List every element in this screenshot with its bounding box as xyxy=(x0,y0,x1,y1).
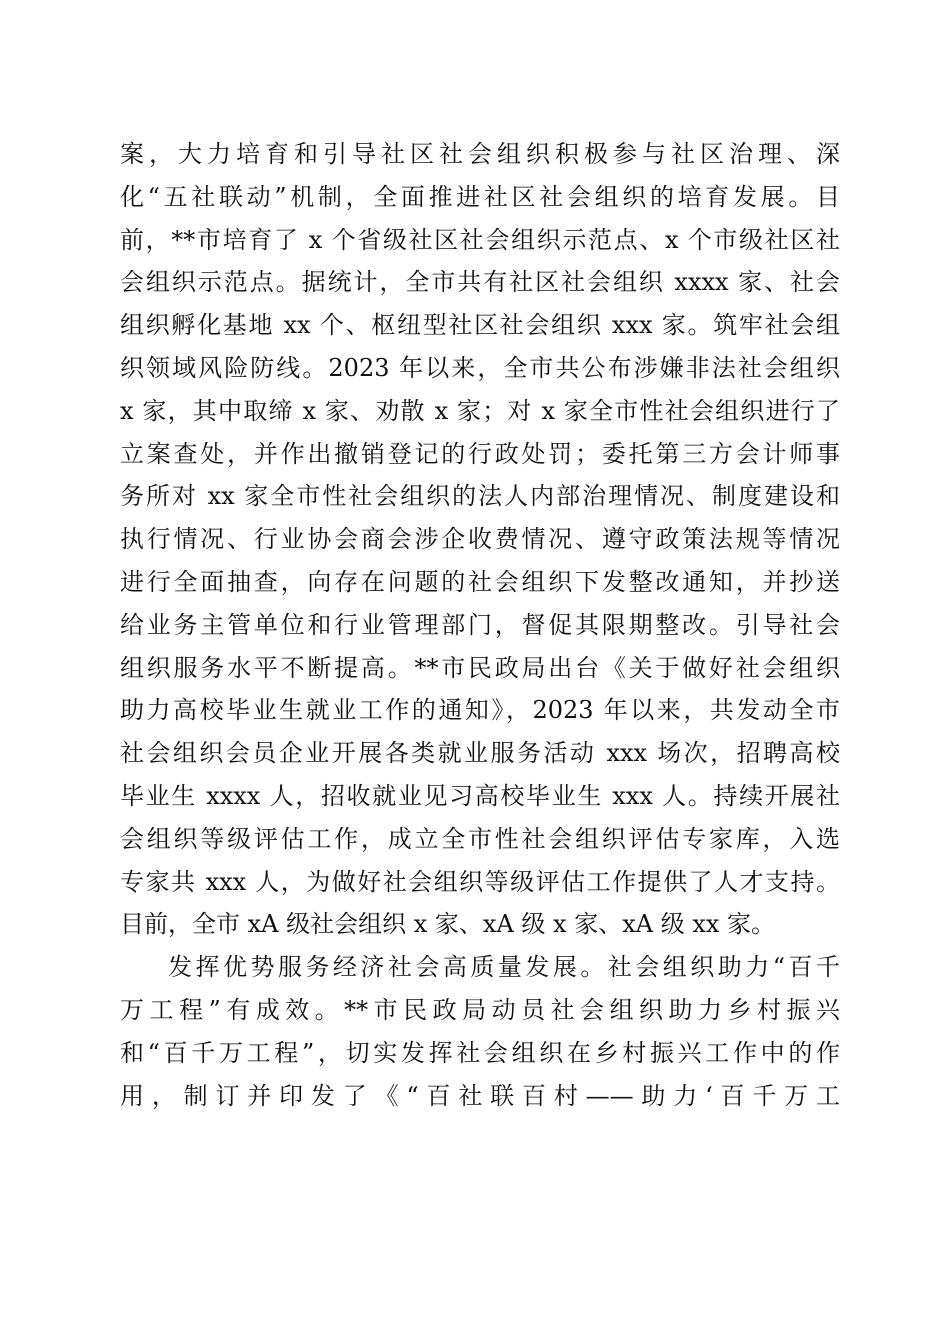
paragraph-1-line-2: 化“五社联动”机制，全面推进社区社会组织的培育发展。目 xyxy=(120,182,840,211)
paragraph-2-line-2: 万工程”有成效。**市民政局动员社会组织助力乡村振兴 xyxy=(120,995,840,1024)
paragraph-1-line-15: 社会组织会员企业开展各类就业服务活动 xxx 场次，招聘高校 xyxy=(120,739,840,768)
paragraph-1 xyxy=(120,133,840,946)
document-body xyxy=(120,133,840,1117)
paragraph-1-line-10: 执行情况、行业协会商会涉企收费情况、遵守政策法规等情况 xyxy=(120,525,840,554)
paragraph-1-line-13: 组织服务水平不断提高。**市民政局出台《关于做好社会组织 xyxy=(120,653,840,682)
paragraph-1-line-18: 专家共 xxx 人，为做好社会组织等级评估工作提供了人才支持。 xyxy=(120,867,840,896)
paragraph-1-line-4: 会组织示范点。据统计，全市共有社区社会组织 xxxx 家、社会 xyxy=(120,268,840,297)
paragraph-2-line-1: 发挥优势服务经济社会高质量发展。社会组织助力“百千 xyxy=(168,953,840,982)
paragraph-1-line-11: 进行全面抽查，向存在问题的社会组织下发整改通知，并抄送 xyxy=(120,567,840,596)
paragraph-1-line-9: 务所对 xx 家全市性社会组织的法人内部治理情况、制度建设和 xyxy=(120,482,840,511)
paragraph-2 xyxy=(120,946,840,1117)
paragraph-1-line-1: 案，大力培育和引导社区社会组织积极参与社区治理、深 xyxy=(120,140,840,168)
paragraph-2-line-4: 用，制订并印发了《“百社联百村——助力‘百千万工 xyxy=(120,1081,840,1110)
paragraph-1-line-12: 给业务主管单位和行业管理部门，督促其限期整改。引导社会 xyxy=(120,610,840,639)
paragraph-2-line-3: 和“百千万工程”，切实发挥社会组织在乡村振兴工作中的作 xyxy=(120,1038,840,1067)
paragraph-1-line-17: 会组织等级评估工作，成立全市性社会组织评估专家库，入选 xyxy=(120,824,840,853)
paragraph-1-line-8: 立案查处，并作出撤销登记的行政处罚；委托第三方会计师事 xyxy=(120,439,840,468)
paragraph-1-line-7: x 家，其中取缔 x 家、劝散 x 家；对 x 家全市性社会组织进行了 xyxy=(120,396,840,425)
paragraph-1-line-5: 组织孵化基地 xx 个、枢纽型社区社会组织 xxx 家。筑牢社会组 xyxy=(120,311,840,340)
paragraph-1-line-3: 前，**市培育了 x 个省级社区社会组织示范点、x 个市级社区社 xyxy=(120,225,840,254)
paragraph-1-line-19: 目前，全市 xA 级社会组织 x 家、xA 级 x 家、xA 级 xx 家。 xyxy=(120,910,776,939)
paragraph-1-line-16: 毕业生 xxxx 人，招收就业见习高校毕业生 xxx 人。持续开展社 xyxy=(120,781,840,810)
paragraph-1-line-6: 织领域风险防线。2023 年以来，全市共公布涉嫌非法社会组织 xyxy=(120,353,840,382)
paragraph-1-line-14: 助力高校毕业生就业工作的通知》，2023 年以来，共发动全市 xyxy=(120,696,840,725)
